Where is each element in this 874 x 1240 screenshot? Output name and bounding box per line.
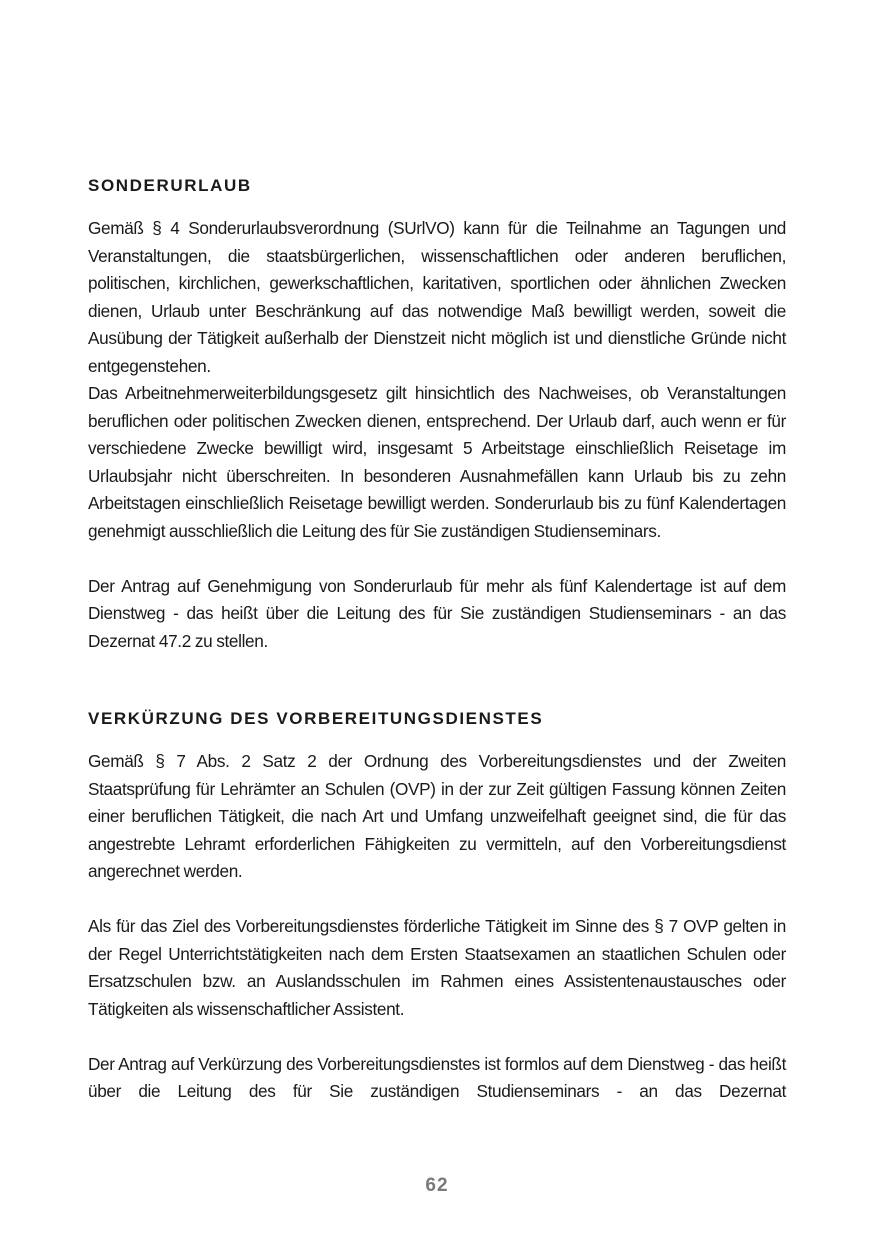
page-number: 62 [425,1175,449,1196]
paragraph: Gemäß § 7 Abs. 2 Satz 2 der Ordnung des Vorbereitungsdienstes und der Zweiten Staatsprüfung für Lehrämter an Schulen (OVP) in der zur Zeit gültigen Fassung können Zeiten einer beruflichen Tätigkeit, die nach Art und Umfang unzweifelhaft geeignet sind, die für das angestrebte Lehramt erforderlichen Fähigkeiten zu vermitteln, auf den Vorbereitungsdienst angerechnet werden. [88,751,786,881]
section-sonderurlaub [88,174,786,655]
paragraph: Als für das Ziel des Vorbereitungsdienstes förderliche Tätigkeit im Sinne des § 7 OVP gelten in der Regel Unterrichtstätigkeiten nach dem Ersten Staatsexamen an staatlichen Schulen oder Ersatzschulen bzw. an Auslandsschulen im Rahmen eines Assistentenaustausches oder Tätigkeiten als wissenschaftlicher Assistent. [88,916,786,1019]
section-heading: SONDERURLAUB [88,176,252,195]
paragraph: Der Antrag auf Verkürzung des Vorbereitungsdienstes ist formlos auf dem Dienstweg - das heißt über die Leitung des für Sie zuständigen Studienseminars - an das Dezernat [88,1053,786,1101]
section-heading: VERKÜRZUNG DES VORBEREITUNGSDIENSTES [88,709,544,728]
paragraph: Der Antrag auf Genehmigung von Sonderurlaub für mehr als fünf Kalendertage ist auf dem Dienstweg - das heißt über die Leitung des für Sie zuständigen Studienseminars - an das Dezernat 47.2 zu stellen. [88,575,786,651]
page-content [88,174,786,1106]
section-verkuerzung [88,707,786,1106]
paragraph: Gemäß § 4 Sonderurlaubsverordnung (SUrlVO) kann für die Teilnahme an Tagungen und Veranstaltungen, die staatsbürgerlichen, wissenschaftlichen oder anderen beruflichen, politischen, kirchlichen, gewerkschaftlichen, karitativen, sportlichen oder ähnlichen Zwecken dienen, Urlaub unter Beschränkung auf das notwendige Maß bewilligt werden, soweit die Ausübung der Tätigkeit außerhalb der Dienstzeit nicht möglich ist und dienstliche Gründe nicht entgegenstehen. [88,218,786,376]
paragraph: Das Arbeitnehmerweiterbildungsgesetz gilt hinsichtlich des Nachweises, ob Veranstaltungen beruflichen oder politischen Zwecken dienen, entsprechend. Der Urlaub darf, auch wenn er für verschiedene Zwecke bewilligt wird, insgesamt 5 Arbeitstage einschließlich Reisetage im Urlaubsjahr nicht überschreiten. In besonderen Ausnahmefällen kann Urlaub bis zu zehn Arbeitstagen einschließlich Reisetage bewilligt werden. Sonderurlaub bis zu fünf Kalendertagen genehmigt ausschließlich die Leitung des für Sie zuständigen Studienseminars. [88,383,786,541]
